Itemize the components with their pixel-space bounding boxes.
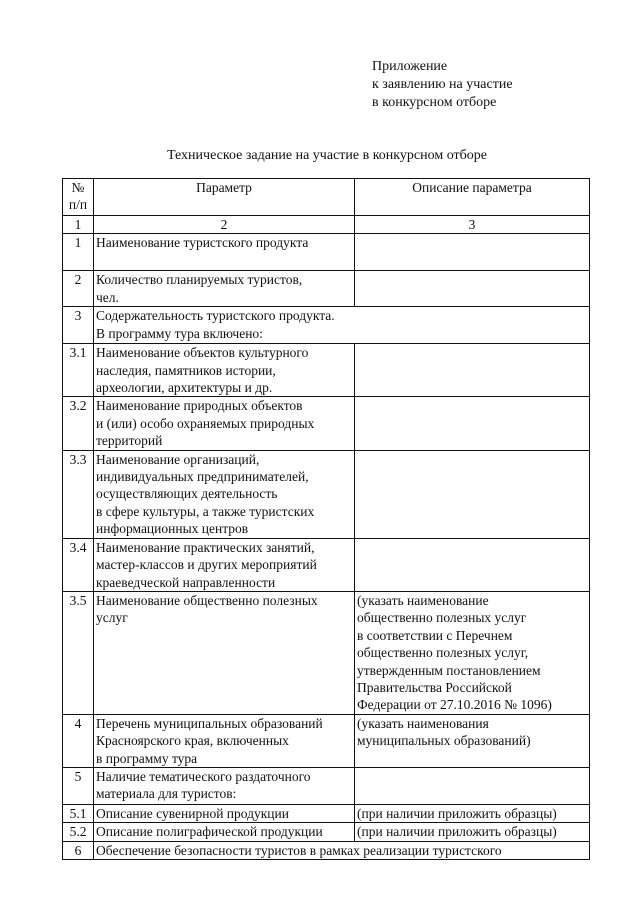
row-number: 3: [63, 307, 94, 344]
document-title: Техническое задание на участие в конкурсном отборе: [167, 148, 487, 163]
description-line: общественно полезных услуг: [357, 610, 527, 626]
parameter-line: Наименование природных объектов: [96, 398, 303, 414]
row-number: 5.2: [63, 823, 94, 841]
table-row: [63, 538, 590, 591]
parameter-line: территорий: [96, 433, 163, 449]
parameter-line: Перечень муниципальных образований: [96, 715, 323, 731]
table-row: [63, 841, 590, 859]
row-parameter: [94, 714, 355, 767]
header-num-line: п/п: [68, 197, 88, 213]
table-row: [63, 767, 590, 804]
row-parameter: [94, 234, 355, 271]
row-description: [355, 344, 590, 397]
description-line: (при наличии приложить образцы): [357, 824, 557, 840]
row-parameter: [94, 804, 355, 822]
description-line: общественно полезных услуг,: [357, 645, 529, 661]
row-parameter: [94, 450, 355, 538]
parameter-line: осуществляющих деятельность: [96, 486, 278, 502]
header-desc: Описание параметра: [355, 179, 590, 216]
table-header-row: [63, 179, 590, 216]
row-number: 3.4: [63, 538, 94, 591]
description-line: Федерации от 27.10.2016 № 1096): [357, 697, 552, 713]
description-line: утвержденным постановлением: [357, 662, 541, 678]
row-description: [355, 234, 590, 271]
index-cell: 1: [63, 216, 94, 234]
parameter-line: услуг: [96, 610, 128, 626]
header-param: Параметр: [94, 179, 355, 216]
header-num: [63, 179, 94, 216]
appendix-line: Приложение: [372, 59, 448, 74]
spec-table: [62, 178, 590, 860]
parameter-line: информационных центров: [96, 521, 249, 537]
row-description: [355, 271, 590, 307]
parameter-line: индивидуальных предпринимателей,: [96, 469, 309, 485]
parameter-line: Обеспечение безопасности туристов в рамках реализации туристского: [96, 842, 502, 858]
appendix-line: в конкурсном отборе: [372, 95, 497, 110]
parameter-line: мастер-классов и других мероприятий: [96, 557, 317, 573]
row-description: [355, 714, 590, 767]
row-number: 3.3: [63, 450, 94, 538]
parameter-line: наследия, памятников истории,: [96, 362, 276, 378]
row-parameter: [94, 397, 355, 450]
parameter-line: В программу тура включено:: [96, 325, 263, 341]
row-number: 1: [63, 234, 94, 271]
parameter-line: Содержательность туристского продукта.: [96, 308, 335, 324]
row-number: 6: [63, 841, 94, 859]
row-description: [355, 591, 590, 714]
parameter-line: Наименование практических занятий,: [96, 539, 315, 555]
table-row: [63, 823, 590, 841]
description-line: (указать наименования: [357, 715, 489, 731]
table-row: [63, 804, 590, 822]
description-line: в соответствии с Перечнем: [357, 627, 513, 643]
row-description: [355, 450, 590, 538]
parameter-line: Описание полиграфической продукции: [96, 824, 323, 840]
parameter-line: в сфере культуры, а также туристских: [96, 503, 315, 519]
parameter-line: краеведческой направленности: [96, 574, 276, 590]
row-description: [355, 804, 590, 822]
parameter-line: материала для туристов:: [96, 786, 237, 802]
header-num-line: №: [71, 180, 85, 195]
row-description: [355, 823, 590, 841]
parameter-line: и (или) особо охраняемых природных: [96, 415, 315, 431]
table-row: [63, 591, 590, 714]
parameter-line: Наличие тематического раздаточного: [96, 768, 311, 784]
table-index-row: [63, 216, 590, 234]
parameter-line: археологии, архитектуры и др.: [96, 380, 273, 396]
table-row: [63, 234, 590, 271]
description-line: (указать наименование: [357, 592, 489, 608]
index-cell: 2: [94, 216, 355, 234]
parameter-line: Красноярского края, включенных: [96, 733, 289, 749]
parameter-line: чел.: [96, 289, 119, 305]
row-parameter: [94, 307, 590, 344]
row-number: 4: [63, 714, 94, 767]
table-row: [63, 714, 590, 767]
table-row: [63, 397, 590, 450]
parameter-line: Количество планируемых туристов,: [96, 272, 303, 288]
row-parameter: [94, 823, 355, 841]
table-row: [63, 271, 590, 307]
row-parameter: [94, 591, 355, 714]
description-line: (при наличии приложить образцы): [357, 805, 557, 821]
row-parameter: [94, 841, 590, 859]
parameter-line: в программу тура: [96, 750, 198, 766]
row-parameter: [94, 538, 355, 591]
row-number: 5: [63, 767, 94, 804]
parameter-line: Наименование туристского продукта: [96, 235, 309, 251]
row-description: [355, 397, 590, 450]
description-line: Правительства Российской: [357, 679, 512, 695]
appendix-line: к заявлению на участие: [372, 77, 513, 92]
index-cell: 3: [355, 216, 590, 234]
appendix-note: [372, 58, 513, 112]
row-parameter: [94, 344, 355, 397]
table-row: [63, 307, 590, 344]
table-row: [63, 344, 590, 397]
parameter-line: Наименование организаций,: [96, 451, 260, 467]
parameter-line: Наименование общественно полезных: [96, 592, 318, 608]
table-row: [63, 450, 590, 538]
row-description: [355, 767, 590, 804]
row-number: 3.2: [63, 397, 94, 450]
row-number: 2: [63, 271, 94, 307]
row-parameter: [94, 271, 355, 307]
row-number: 5.1: [63, 804, 94, 822]
row-parameter: [94, 767, 355, 804]
row-number: 3.5: [63, 591, 94, 714]
description-line: муниципальных образований): [357, 733, 531, 749]
row-description: [355, 538, 590, 591]
parameter-line: Наименование объектов культурного: [96, 345, 309, 361]
row-number: 3.1: [63, 344, 94, 397]
parameter-line: Описание сувенирной продукции: [96, 805, 289, 821]
